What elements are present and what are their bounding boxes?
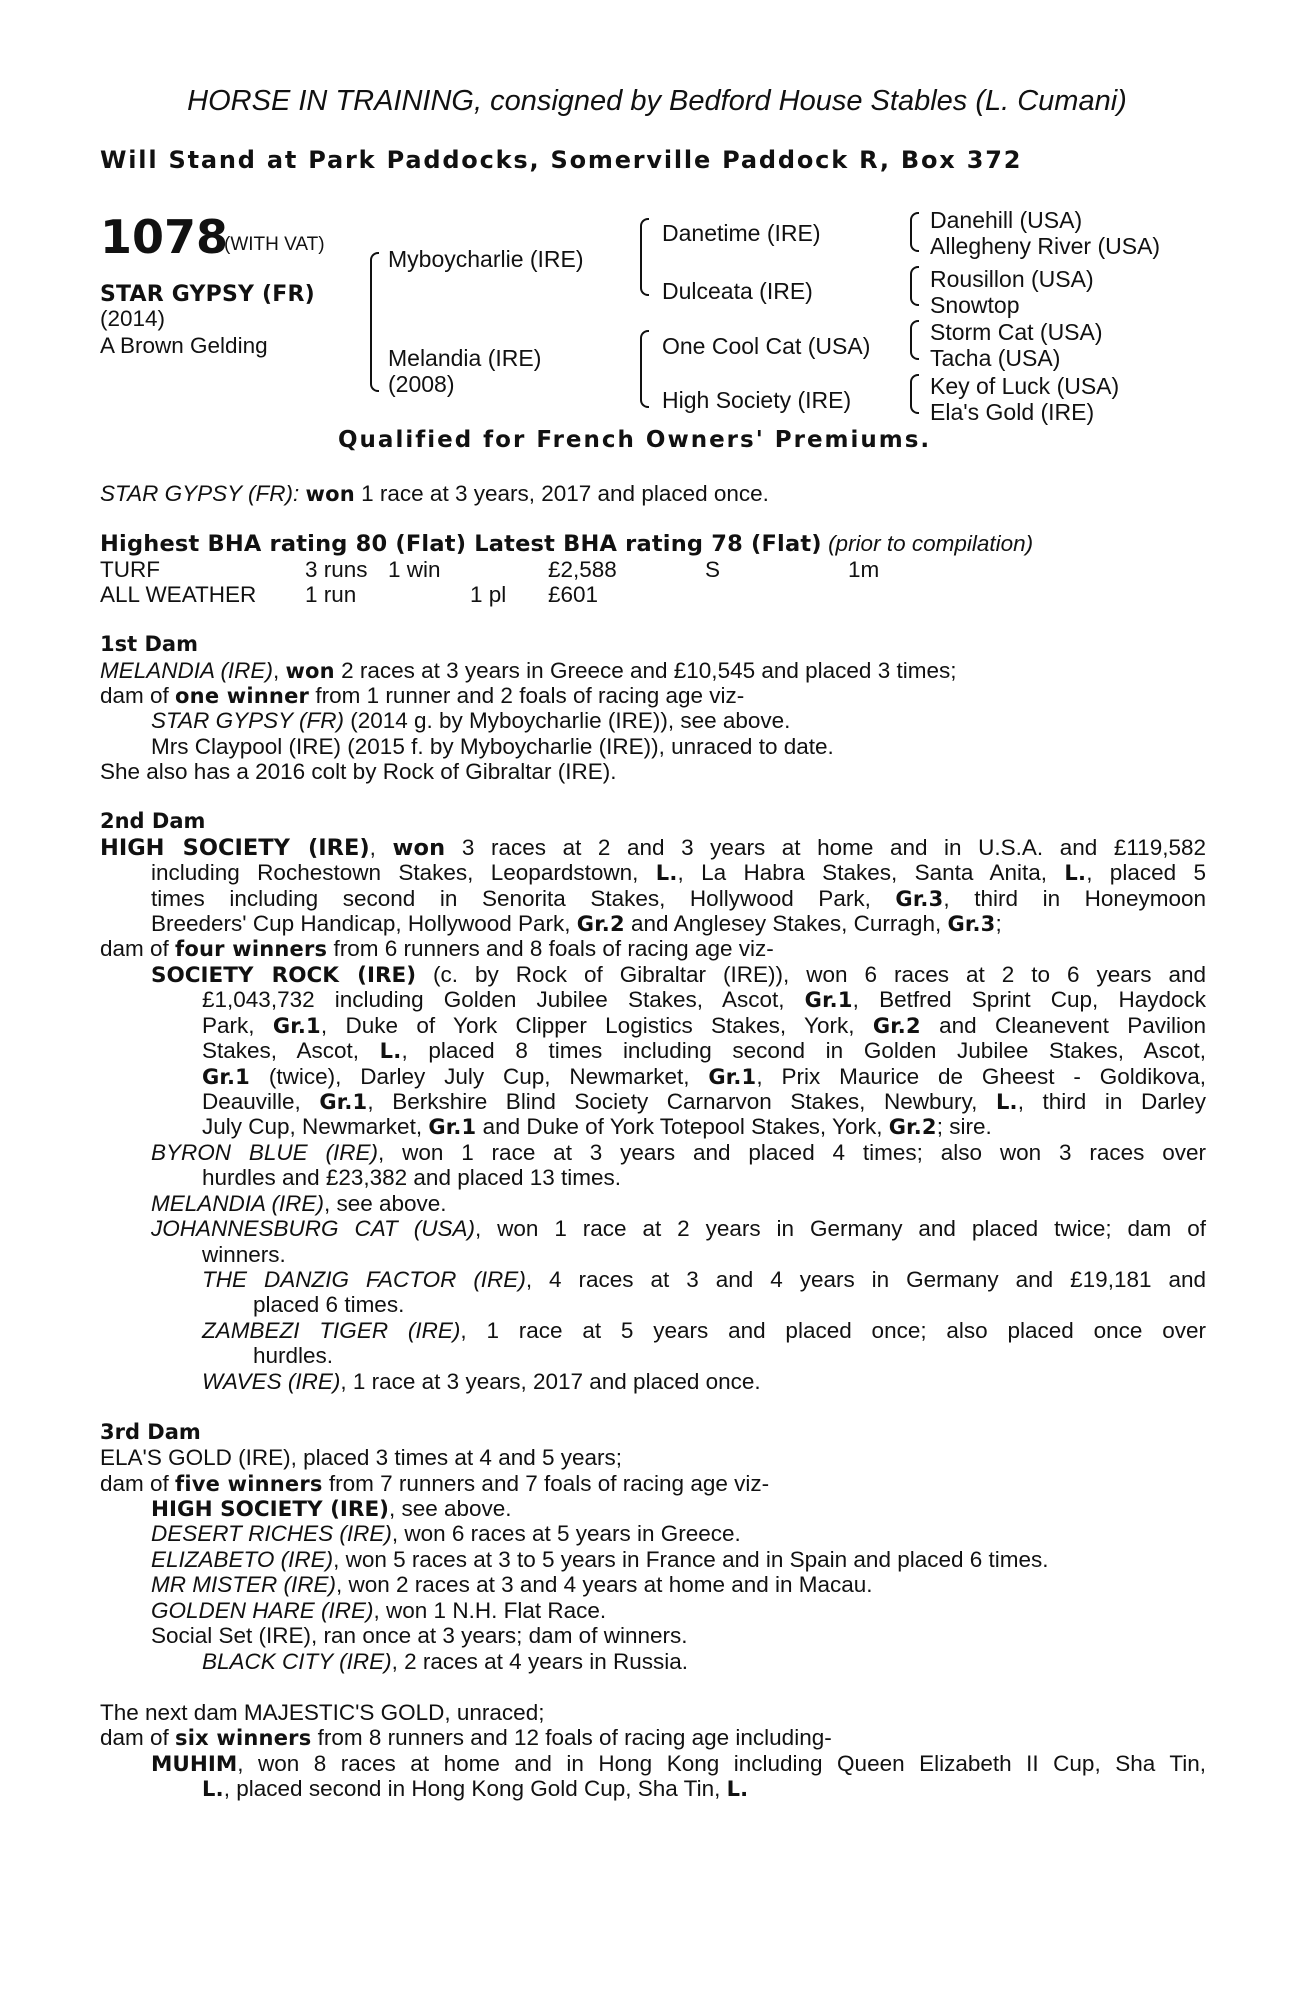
society-rock-line5: Gr.1 (twice), Darley July Cup, Newmarket, Gr.1, Prix Maurice de Gheest - Goldikova, [202,1064,1206,1089]
third-dam-heading: 3rd Dam [100,1420,201,1444]
summary-name: STAR GYPSY (FR) [100,481,293,506]
ratings-turf-dist: 1m [848,557,880,582]
ratings-aw-runs: 1 run [305,582,357,607]
ratings-turf-prize: £2,588 [548,557,617,582]
third-dam-mr-mister: MR MISTER (IRE), won 2 races at 3 and 4 years at home and in Macau. [151,1572,873,1597]
ratings-line [100,531,1033,558]
third-dam-desert-riches: DESERT RICHES (IRE), won 6 races at 5 years in Greece. [151,1521,741,1546]
pedigree-dss: Storm Cat (USA) [930,319,1103,345]
pedigree-sire: Myboycharlie (IRE) [388,246,584,272]
third-dam-elizabeto: ELIZABETO (IRE), won 5 races at 3 to 5 years in France and in Spain and placed 6 times. [151,1547,1049,1572]
third-dam-golden-hare: GOLDEN HARE (IRE), won 1 N.H. Flat Race. [151,1598,607,1623]
byron-blue-line1: BYRON BLUE (IRE), won 1 race at 3 years and placed 4 times; also won 3 races over [151,1140,1206,1165]
pedigree-brace-ss [910,212,919,252]
second-dam-line4: Breeders' Cup Handicap, Hollywood Park, Gr.2 and Anglesey Stakes, Curragh, Gr.3; [151,911,1002,936]
next-dam-line2: dam of six winners from 8 runners and 12 foals of racing age including- [100,1725,832,1750]
stand-location: Will Stand at Park Paddocks, Somerville Paddock R, Box 372 [100,146,1023,174]
second-dam-line5: dam of four winners from 6 runners and 8 foals of racing age viz- [100,936,774,961]
pedigree-brace-sd [910,266,919,306]
melandia-line: MELANDIA (IRE), see above. [151,1191,447,1216]
muhim-line1: MUHIM, won 8 races at home and in Hong Kong including Queen Elizabeth II Cup, Sha Tin, [151,1751,1206,1777]
pedigree-ssd: Allegheny River (USA) [930,233,1161,259]
society-rock-line4: Stakes, Ascot, L., placed 8 times including second in Golden Jubilee Stakes, Ascot, [202,1038,1207,1063]
pedigree-brace-main [370,252,379,392]
ratings-aw-prize: £601 [548,582,599,607]
pedigree-sss: Danehill (USA) [930,207,1083,233]
qualified-note: Qualified for French Owners' Premiums. [338,427,932,453]
ratings-aw-surface: ALL WEATHER [100,582,257,607]
danzig-factor-line1: THE DANZIG FACTOR (IRE), 4 races at 3 and 4 years in Germany and £19,181 and [202,1267,1206,1292]
waves-line: WAVES (IRE), 1 race at 3 years, 2017 and placed once. [202,1369,761,1394]
third-dam-line2: dam of five winners from 7 runners and 7 foals of racing age viz- [100,1471,770,1496]
first-dam-heading: 1st Dam [100,632,198,656]
pedigree-ddd: Ela's Gold (IRE) [930,399,1095,425]
first-dam-line2: dam of one winner from 1 runner and 2 foals of racing age viz- [100,683,745,708]
horse-name: STAR GYPSY (FR) [100,282,315,307]
pedigree-dam-year: (2008) [388,371,455,397]
society-rock-line6: Deauville, Gr.1, Berkshire Blind Society Carnarvon Stakes, Newbury, L., third in Darley [202,1089,1206,1114]
pedigree-brace-ds [910,320,919,360]
johannesburg-cat-line2: winners. [202,1242,286,1267]
first-dam-line1: MELANDIA (IRE), won 2 races at 3 years in Greece and £10,545 and placed 3 times; [100,658,957,683]
society-rock-line7: July Cup, Newmarket, Gr.1 and Duke of York Totepool Stakes, York, Gr.2; sire. [202,1114,992,1139]
lot-vat: (WITH VAT) [224,234,325,255]
pedigree-sds: Rousillon (USA) [930,266,1094,292]
first-dam-line3: STAR GYPSY (FR) (2014 g. by Myboycharlie (IRE)), see above. [151,708,791,733]
third-dam-black-city: BLACK CITY (IRE), 2 races at 4 years in Russia. [202,1649,689,1674]
first-dam-line4: Mrs Claypool (IRE) (2015 f. by Myboycharlie (IRE)), unraced to date. [151,734,834,759]
horse-year: (2014) [100,306,166,331]
byron-blue-line2: hurdles and £23,382 and placed 13 times. [202,1165,622,1190]
johannesburg-cat-line1: JOHANNESBURG CAT (USA), won 1 race at 2 years in Germany and placed twice; dam of [151,1216,1206,1241]
summary-line: STAR GYPSY (FR): won 1 race at 3 years, 2017 and placed once. [100,481,769,506]
pedigree-ds: One Cool Cat (USA) [662,333,871,359]
society-rock-line2: £1,043,732 including Golden Jubilee Stakes, Ascot, Gr.1, Betfred Sprint Cup, Haydock [202,987,1206,1012]
ratings-turf-surface: TURF [100,557,160,582]
ratings-turf-going: S [705,557,721,582]
pedigree-brace-dd [910,374,919,414]
pedigree-dds: Key of Luck (USA) [930,373,1120,399]
zambezi-tiger-line1: ZAMBEZI TIGER (IRE), 1 race at 5 years and placed once; also placed once over [202,1318,1206,1343]
summary-rest: 1 race at 3 years, 2017 and placed once. [361,481,769,506]
third-dam-high-society: HIGH SOCIETY (IRE), see above. [151,1496,512,1522]
second-dam-line1: HIGH SOCIETY (IRE), won 3 races at 2 and 3 years at home and in U.S.A. and £119,582 [100,835,1206,861]
pedigree-dam: Melandia (IRE) [388,345,542,371]
page-title: HORSE IN TRAINING, consigned by Bedford House Stables (L. Cumani) [187,85,1127,117]
pedigree-dd: High Society (IRE) [662,387,852,413]
pedigree-sd: Dulceata (IRE) [662,278,813,304]
first-dam-line5: She also has a 2016 colt by Rock of Gibraltar (IRE). [100,759,617,784]
second-dam-heading: 2nd Dam [100,809,206,833]
next-dam-line1: The next dam MAJESTIC'S GOLD, unraced; [100,1700,545,1725]
danzig-factor-line2: placed 6 times. [253,1292,405,1317]
lot-number: 1078 [100,210,229,264]
ratings-aw-pl: 1 pl [470,582,507,607]
ratings-turf-wins: 1 win [388,557,441,582]
third-dam-line1: ELA'S GOLD (IRE), placed 3 times at 4 and 5 years; [100,1445,623,1470]
zambezi-tiger-line2: hurdles. [253,1343,334,1368]
third-dam-social-set: Social Set (IRE), ran once at 3 years; dam of winners. [151,1623,688,1648]
society-rock-line1: SOCIETY ROCK (IRE) (c. by Rock of Gibraltar (IRE)), won 6 races at 2 to 6 years and [151,962,1206,988]
second-dam-line2: including Rochestown Stakes, Leopardstown, L., La Habra Stakes, Santa Anita, L., placed 5 [151,860,1206,885]
ratings-turf-runs: 3 runs [305,557,368,582]
summary-won: won [305,482,355,506]
pedigree-dsd: Tacha (USA) [930,345,1061,371]
second-dam-line3: times including second in Senorita Stakes, Hollywood Park, Gr.3, third in Honeymoon [151,886,1206,911]
pedigree-brace-sire [640,218,649,296]
ratings-note: (prior to compilation) [828,531,1034,556]
muhim-line2: L., placed second in Hong Kong Gold Cup, Sha Tin, L. [202,1776,749,1801]
ratings-bold: Highest BHA rating 80 (Flat) Latest BHA rating 78 (Flat) [100,531,822,557]
horse-description: A Brown Gelding [100,333,268,358]
pedigree-ss: Danetime (IRE) [662,220,821,246]
pedigree-brace-dam [640,330,649,408]
pedigree-sdd: Snowtop [930,292,1020,318]
society-rock-line3: Park, Gr.1, Duke of York Clipper Logistics Stakes, York, Gr.2 and Cleanevent Pavilion [202,1013,1206,1038]
